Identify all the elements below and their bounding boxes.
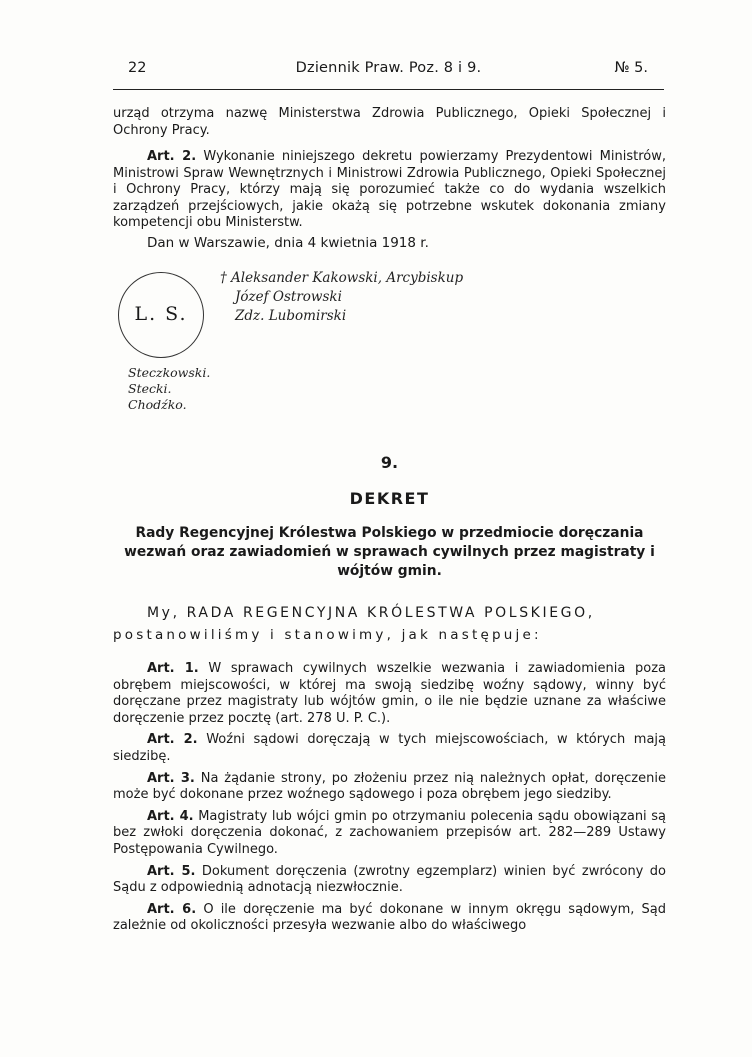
signature-line: Józef Ostrowski bbox=[235, 289, 342, 305]
page-header bbox=[113, 57, 664, 79]
article-text: Woźni sądowi doręczają w tych miejscowościach, w których mają siedzibę. bbox=[113, 732, 666, 764]
article-item bbox=[113, 732, 666, 765]
article-text: O ile doręczenie ma być dokonane w innym okręgu sądowym, Sąd zależnie od okoliczności przesyła wezwanie albo do właściwego bbox=[113, 901, 666, 934]
prior-article-2 bbox=[113, 149, 666, 232]
article-text: W sprawach cywilnych wszelkie wezwania i zawiadomienia poza obrębem miejscowości, w której ma swoją siedzibę woźny sądowy, winny być doręczane przez magistraty lub wójtów gmin, o ile nie będzie uznane za właściwe doręczenie przez pocztę (art. 278 U. P. C.). bbox=[113, 661, 666, 726]
article-label: Art. 2. bbox=[147, 149, 197, 164]
articles-list bbox=[113, 661, 666, 940]
header-rule bbox=[113, 89, 664, 90]
article-label: Art. 2. bbox=[147, 732, 198, 748]
article-text: Magistraty lub wójci gmin po otrzymaniu polecenia sądu obowiązani są bez zwłoki doręczenia dokonać, z zachowaniem przepisów art. 282—289 Ustawy Postępowania Cywilnego. bbox=[113, 808, 667, 857]
decree-title: DEKRET bbox=[349, 489, 430, 508]
article-label: Art. 6. bbox=[147, 901, 197, 917]
article-text: Wykonanie niniejszego dekretu powierzamy Prezydentowi Ministrów, Ministrowi Spraw Wewnętrznych i Ministrowi Zdrowia Publicznego, Opieki Społecznej i Ochrony Pracy, którzy mają się porozumieć także co do wydania wszelkich zarządzeń przejściowych, jakie okażą się potrzebne wskutek dokonania zmiany kompetencji obu Ministerstw. bbox=[113, 149, 666, 231]
issue-number: № 5. bbox=[614, 60, 648, 76]
article-text: Dokument doręczenia (zwrotny egzemplarz) winien być zwrócony do Sądu z odpowiednią adnotacją niezwłocznie. bbox=[113, 863, 667, 896]
article-label: Art. 5. bbox=[147, 863, 196, 879]
seal-text: L. S. bbox=[134, 303, 188, 325]
article-item bbox=[113, 661, 666, 727]
preamble-line-1: My, RADA REGENCYJNA KRÓLESTWA POLSKIEGO, bbox=[147, 605, 595, 621]
countersignature-line: Stecki. bbox=[128, 381, 172, 396]
signature-line: † Aleksander Kakowski, Arcybiskup bbox=[220, 270, 464, 286]
decree-number: 9. bbox=[380, 453, 399, 472]
journal-title: Dziennik Praw. Poz. 8 i 9. bbox=[295, 60, 482, 76]
article-label: Art. 4. bbox=[147, 808, 194, 824]
article-text: Na żądanie strony, po złożeniu przez nią należnych opłat, doręczenie może być dokonane przez woźnego sądowego i poza obrębem jego siedziby. bbox=[113, 770, 666, 803]
continued-paragraph bbox=[113, 106, 666, 139]
article-item bbox=[113, 771, 666, 804]
signature-line: Zdz. Lubomirski bbox=[235, 308, 347, 324]
article-item bbox=[113, 864, 666, 897]
preamble bbox=[113, 602, 666, 646]
signatures-left bbox=[128, 365, 210, 413]
article-label: Art. 3. bbox=[147, 770, 195, 786]
article-label: Art. 1. bbox=[147, 661, 199, 676]
article-item bbox=[113, 902, 666, 935]
article-item bbox=[113, 809, 666, 859]
page-number: 22 bbox=[128, 60, 147, 76]
decree-heading: Rady Regencyjnej Królestwa Polskiego w przedmiocie doręczania wezwań oraz zawiadomień w sprawach cywilnych przez magistraty i wójtów gmin. bbox=[124, 525, 655, 579]
continued-paragraph-text: urząd otrzyma nazwę Ministerstwa Zdrowia Publicznego, Opieki Społecznej i Ochrony Pracy. bbox=[113, 106, 666, 138]
countersignature-line: Steczkowski. bbox=[128, 365, 211, 380]
signatures-right bbox=[220, 269, 463, 326]
dated-line: Dan w Warszawie, dnia 4 kwietnia 1918 r. bbox=[147, 235, 429, 251]
seal-stamp bbox=[118, 272, 204, 358]
preamble-line-2: postanowiliśmy i stanowimy, jak następuje: bbox=[113, 627, 542, 643]
countersignature-line: Chodźko. bbox=[128, 397, 187, 412]
